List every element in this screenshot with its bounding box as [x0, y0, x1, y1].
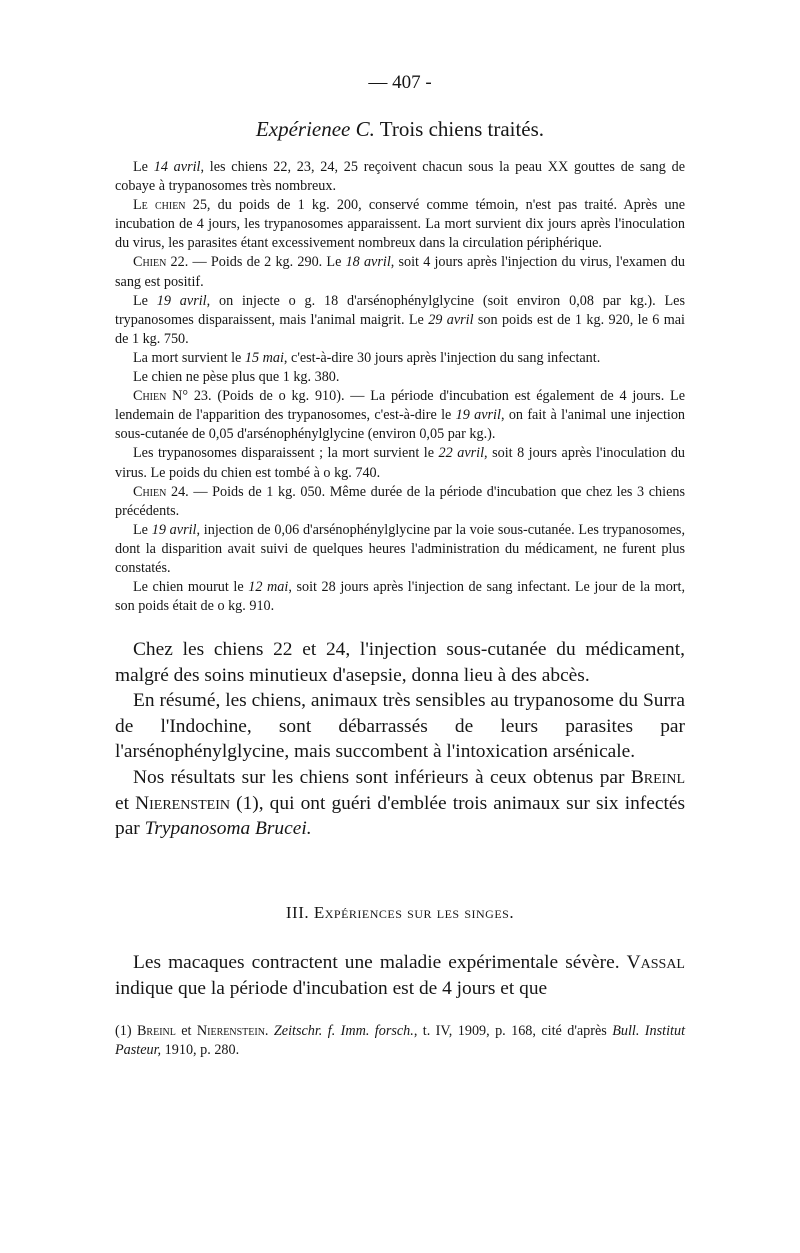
- text-run: 25, du poids de 1 kg. 200, conservé comme témoin, n'est pas traité. Après une incubation de 4 jours, les trypanosomes apparaissent. La mort survient dix jours après l'inoculation du virus, les parasites étant excessivement nombreux dans la circulation périphérique.: [115, 197, 686, 252]
- smallcaps-run: Breinl: [136, 1023, 176, 1039]
- paragraph: [115, 349, 685, 368]
- paragraph: [115, 578, 685, 616]
- paragraph: [115, 292, 685, 349]
- section-title: [115, 903, 685, 923]
- text-run: Chez les chiens 22 et 24, l'injection sous-cutanée du médicament, malgré des soins minutieux d'asepsie, donna lieu à des abcès.: [115, 639, 685, 686]
- italic-run: 14 avril: [153, 159, 201, 175]
- paragraph: [115, 196, 685, 253]
- italic-run: 18 avril: [345, 254, 391, 271]
- text-run: .: [264, 1023, 274, 1039]
- smallcaps-run: Le chien: [133, 197, 186, 214]
- paragraph: [115, 444, 685, 482]
- paragraph: [115, 521, 685, 578]
- text-run: Le chien ne pèse plus que 1 kg. 380.: [133, 369, 340, 386]
- paragraph: [115, 387, 685, 444]
- text-run: son poids est de 1 kg. 920, le 6 mai de 1 kg. 750.: [115, 311, 685, 347]
- text-run: , on fait à l'animal une injection sous-cutanée de 0,05 d'arsénophénylglycine (environ 0,05 par kg.).: [115, 407, 686, 443]
- italic-run: 19 avril: [455, 407, 501, 424]
- italic-run: Zeitschr. f. Imm. forsch.: [273, 1023, 414, 1039]
- italic-run: 15 mai: [244, 349, 284, 366]
- text-run: et: [115, 792, 136, 814]
- smallcaps-run: Breinl: [630, 766, 685, 788]
- text-run: N° 23. (Poids de o kg. 910). — La période d'incubation est également de 4 jours. Le lendemain de l'apparition des trypanosomes, c'est-à-dire le: [115, 388, 685, 424]
- text-run: , soit 28 jours après l'injection de sang infectant. Le jour de la mort, son poids était de o kg. 910.: [115, 579, 685, 615]
- text-run: Le: [133, 292, 157, 309]
- text-run: Le: [133, 521, 152, 538]
- italic-run: 12 mai: [248, 579, 289, 596]
- paragraph: [115, 253, 685, 291]
- text-run: 24. — Poids de 1 kg. 050. Même durée de la période d'incubation que chez les 3 chiens précédents.: [115, 483, 685, 519]
- paragraph: [115, 1022, 685, 1060]
- italic-run: Bull. Institut Pasteur,: [115, 1023, 686, 1058]
- italic-run: 19 avril: [156, 292, 207, 309]
- heading-title: Trois chiens traités.: [379, 117, 545, 141]
- footnote: [115, 1022, 685, 1060]
- text-run: La mort survient le: [133, 349, 245, 366]
- text-run: (1): [115, 1023, 137, 1039]
- paragraph: [115, 688, 685, 765]
- text-run: 1910, p. 280.: [161, 1042, 240, 1058]
- italic-run: 29 avril: [428, 311, 474, 328]
- smallcaps-run: Chien: [133, 483, 167, 500]
- section-body: [115, 950, 685, 1001]
- text-run: Nos résultats sur les chiens sont inférieurs à ceux obtenus par: [133, 766, 631, 788]
- text-run: Les macaques contractent une maladie expérimentale sévère.: [133, 952, 627, 973]
- paragraph: [115, 158, 685, 196]
- paragraph: [115, 637, 685, 688]
- text-run: , c'est-à-dire 30 jours après l'injection du sang infectant.: [283, 349, 601, 366]
- text-run: Le chien mourut le: [133, 579, 249, 596]
- smallcaps-run: Chien: [133, 254, 167, 271]
- page-number: — 407 -: [368, 72, 432, 93]
- paragraph: [115, 483, 685, 521]
- italic-run: 22 avril: [438, 445, 485, 462]
- italic-run: Trypanosoma Brucei.: [144, 818, 312, 840]
- italic-run: 19 avril: [151, 521, 197, 538]
- paragraph: [115, 765, 685, 842]
- smallcaps-run: Nierenstein: [135, 792, 230, 814]
- text-run: En résumé, les chiens, animaux très sensibles au trypanosome du Surra de l'Indochine, sont débarrassés de leurs parasites par l'arsénophénylglycine, mais succombent à l'intoxication arsénicale.: [115, 690, 685, 763]
- text-run: Les trypanosomes disparaissent ; la mort survient le: [133, 445, 439, 462]
- text-run: et: [175, 1023, 197, 1039]
- text-run: indique que la période d'incubation est de 4 jours et que: [115, 977, 548, 999]
- section-title-text: III. Expériences sur les singes.: [285, 903, 515, 922]
- text-run: 22. — Poids de 2 kg. 290. Le: [166, 254, 346, 271]
- paragraph: [115, 368, 685, 387]
- text-run: , injection de 0,06 d'arsénophénylglycine par la voie sous-cutanée. Les trypanosomes, dont la disparition avait suivi de quelques heures l'administration du médicament, ne furent plus constatés.: [115, 521, 685, 576]
- paragraph: [115, 950, 685, 1001]
- text-run: (1), qui ont guéri d'emblée trois animaux sur six infectés par: [115, 792, 685, 840]
- heading-italic: Expérienee C.: [255, 117, 375, 141]
- experiment-notes: [115, 158, 685, 616]
- text-run: , les chiens 22, 23, 24, 25 reçoivent chacun sous la peau XX gouttes de sang de cobaye à trypanosomes très nombreux.: [115, 159, 686, 195]
- experiment-heading: [115, 117, 685, 142]
- main-text: [115, 637, 685, 842]
- smallcaps-run: Chien: [133, 388, 167, 405]
- text-run: Le: [133, 159, 154, 175]
- smallcaps-run: Vassal: [626, 952, 685, 973]
- text-run: , t. IV, 1909, p. 168, cité d'après: [413, 1023, 613, 1039]
- text-run: , soit 4 jours après l'injection du virus, l'examen du sang est positif.: [115, 254, 686, 290]
- text-run: , soit 8 jours après l'inoculation du virus. Le poids du chien est tombé à o kg. 740.: [115, 445, 686, 481]
- text-run: , on injecte o g. 18 d'arsénophénylglycine (soit environ 0,08 par kg.). Les trypanosomes disparaissent, mais l'animal maigrit. Le: [115, 292, 686, 328]
- smallcaps-run: Nierenstein: [196, 1023, 265, 1039]
